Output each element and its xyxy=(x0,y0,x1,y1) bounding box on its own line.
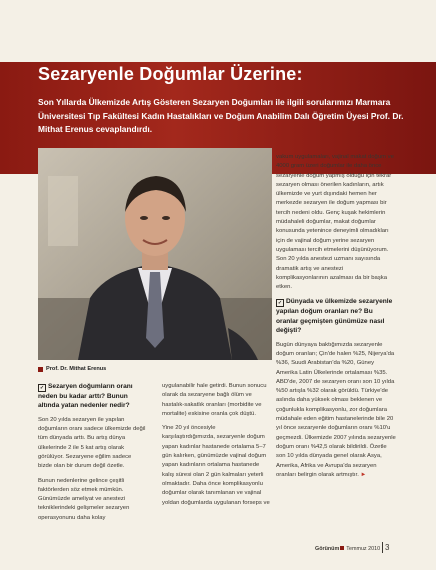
paragraph: Bunun nedenlerine gelince çeşitli faktörlerden söz etmek mümkün. Günümüzde ameliyat ve anestezi tekniklerindeki gelişmeler sezaryen operasyonunu daha kolay xyxy=(38,477,130,521)
text-column-1 xyxy=(38,382,146,528)
article-title: Sezaryenle Doğumlar Üzerine: xyxy=(38,64,303,84)
paragraph: uygulanabilir hale getirdi. Bunun sonucu olarak da sezaryene bağlı ölüm ve hastalık-sakatlık oranları (morbidite ve mortalite) eskisine oranla çok düştü. xyxy=(162,383,267,417)
photo-caption xyxy=(38,366,272,372)
caption-text: Prof. Dr. Mithat Erenus xyxy=(46,366,107,372)
footer-square-icon xyxy=(340,546,344,550)
question-1 xyxy=(38,382,146,411)
end-mark-icon: ► xyxy=(360,471,367,478)
checkbox-icon: ✓ xyxy=(277,300,283,307)
paragraph: Yine 20 yıl öncesiyle karşılaştırdığımızda, sezaryenle doğum yapan kadınlar hastanede ortalama 5–7 gün kalırken, günümüzde vajinal doğum yapan kadınların ortalama hastanede kalış süresi olan 2 gün kalmaları yeterli olmaktadır. Daha önce komplikasyonlu doğumlar olarak tanımlanan ve vajinal yoldan doğumlarda uygulanan forseps ve xyxy=(162,425,270,506)
page-number: 3 xyxy=(385,543,390,552)
text-column-3 xyxy=(276,153,396,485)
issue-date: Temmuz 2010 xyxy=(346,546,381,552)
magazine-name: Görünüm xyxy=(315,546,340,552)
doctor-photo xyxy=(38,148,272,360)
paragraph: Son 20 yılda sezaryen ile yapılan doğumların oranı sadece ülkemizde değil tüm dünyada arttı. Bu artış dünya ülkelerinde 2 ile 5 kat artış olarak görülüyor. Sezaryene eğilim sadece bizde olan bir durum değil özetle. xyxy=(38,416,146,470)
doctor-portrait-illustration xyxy=(38,148,272,360)
checkbox-icon: ✓ xyxy=(39,385,45,391)
caption-square-icon xyxy=(38,367,43,372)
page-footer xyxy=(315,546,380,552)
paragraph-text: Bugün dünyaya baktığımızda sezaryenle doğum oranları; Çin'de halen %25, Nijerya'da %36, Suudi Arabistan'da %20, Güney Amerika Latin Ülkelerinde ortalaması %35. ABD'de, 2007 de sezaryen oranı son 10 yılda %50 artışla %32 olarak görüldü. Türkiye'de aslında daha yüksek olması beklenen ve çoğunlukla komplikasyonlu, zor doğumlara müdahale eden eğitim hastanelerinde bile 20 yıl önce sezaryenle doğumların oranı %10'u geçmezdi. Ülkemizde 2007 yılında sezaryenle doğum oranı %42,5 olarak bildirildi. Özetle son 10 yılda dünyada genel olarak Asya, Amerika, Afrika ve Avrupa'da sezaryen oranları belirgin olarak artmıştır. xyxy=(276,341,396,478)
paragraph: vakum uygulamaları, vajinal makat doğum ve 4000 gram üzeri doğumlar ile daha önce sezaryenle doğum yapmış olduğu için tekrar sezaryen olması önerilen kadınların, artık ülkemizde ve yurt dışındaki hemen her merkezde sezaryen ile doğum yapması bir tercih nedeni oldu. Genç kuşak hekimlerin müdahaleli doğumlar, makat doğumlar konusunda yetenince deneyimli olmadıkları için de vajinal doğum yerine sezaryen uygulaması tercih etmelerini düşünüyorum. Son 20 yılda anestezi uzmanı sayısında dramatik artış ve anestezi komplikasyonlarının azalması da bir başka etken. xyxy=(276,154,394,291)
article-intro: Son Yıllarda Ülkemizde Artış Gösteren Sezaryen Doğumları ile ilgili sorularımızı Marmara Üniversitesi Tıp Fakültesi Kadın Hastalıkları ve Doğum Anabilim Dalı Öğretim Üyesi Prof. Dr. Mithat Erenus cevaplandırdı. xyxy=(38,97,404,135)
question-2 xyxy=(276,297,396,335)
question-1-text: Sezaryen doğumların oranı neden bu kadar arttı? Bunun altında yatan nedenler nedir? xyxy=(38,383,133,410)
question-2-text: Dünyada ve ülkemizde sezaryenle yapılan doğum oranları ne? Bu oranlar geçmişten günümüze nasıl değişti? xyxy=(276,298,393,335)
text-column-2 xyxy=(162,382,270,513)
paragraph xyxy=(276,341,396,480)
page-number-divider xyxy=(382,542,383,553)
